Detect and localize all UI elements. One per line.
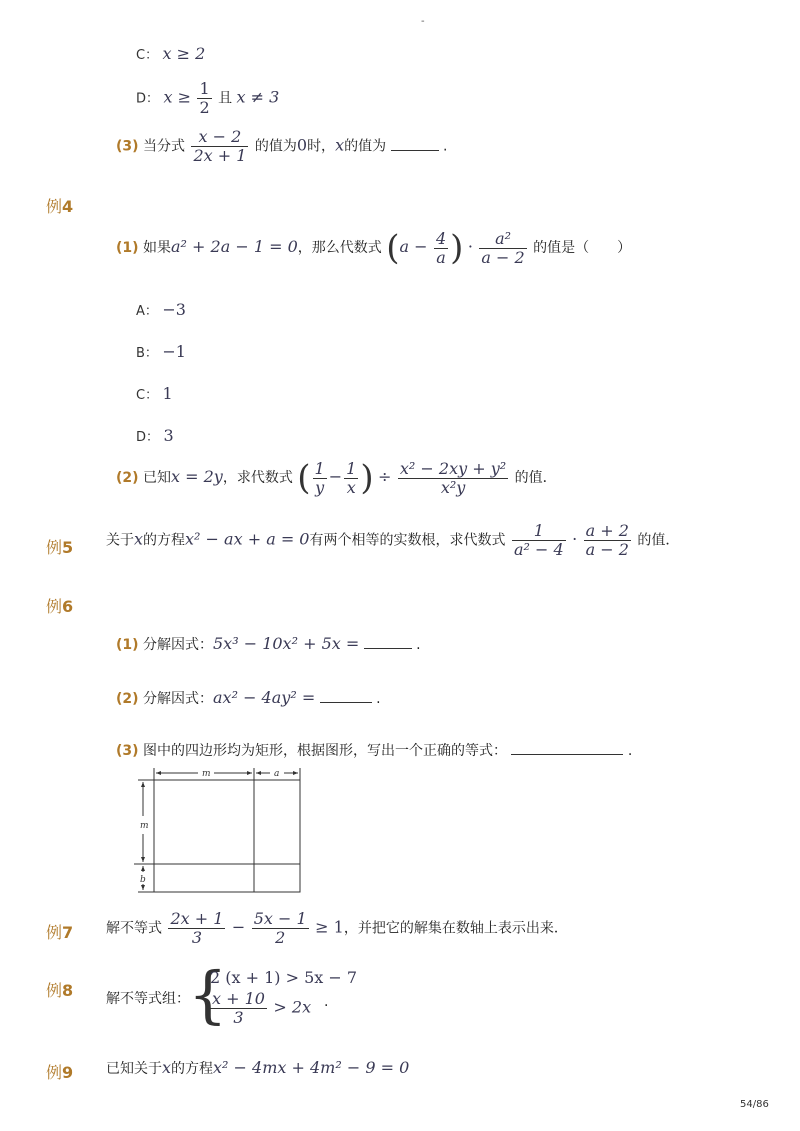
numerator: 4 — [435, 228, 447, 248]
option-math: x ≥ 2 — [162, 44, 206, 63]
denominator: a − 2 — [481, 247, 525, 267]
math: x — [162, 1058, 172, 1077]
text: 的值． — [637, 532, 680, 549]
label-a-top: a — [274, 769, 280, 779]
text: 解不等式组： — [106, 991, 190, 1007]
denominator: y — [313, 478, 327, 497]
example-word: 例 — [46, 538, 63, 557]
example-word: 例 — [46, 597, 63, 616]
fraction — [398, 460, 508, 497]
numerator: x² − 2xy + y² — [399, 458, 507, 478]
denominator: a — [434, 248, 448, 267]
page-number: 54/86 — [740, 1099, 769, 1110]
text: 图中的四边形均为矩形，根据图形，写出一个正确的等式： — [143, 743, 507, 759]
question-number: (1) — [116, 240, 139, 256]
math: x² − ax + a = 0 — [185, 529, 310, 549]
option-value: 1 — [162, 384, 173, 403]
denominator: a − 2 — [585, 540, 629, 559]
numerator: x − 2 — [198, 127, 242, 146]
example-label — [46, 920, 73, 943]
question-2 — [116, 458, 557, 498]
example-9-text — [106, 1058, 409, 1078]
denominator: 2x + 1 — [193, 146, 247, 165]
math: x² − 4mx + 4m² − 9 = 0 — [213, 1058, 410, 1077]
example-number: 4 — [62, 197, 74, 216]
example-number: 9 — [62, 1063, 74, 1082]
numerator: a² — [495, 228, 512, 248]
fraction — [168, 910, 225, 947]
numerator: 5x − 1 — [253, 909, 307, 928]
math: x = 2y — [171, 467, 223, 486]
text: 的值． — [514, 470, 557, 486]
numerator: 2x + 1 — [170, 909, 224, 928]
question-3 — [116, 740, 632, 760]
denominator: a² − 4 — [513, 540, 564, 559]
math: − — [231, 917, 246, 937]
option-letter: C： — [136, 388, 159, 403]
question-2 — [116, 688, 381, 708]
text: 如果 — [143, 240, 171, 256]
numerator: 1 — [346, 458, 357, 478]
text: 已知关于 — [106, 1061, 162, 1077]
math: x — [335, 135, 345, 155]
denominator: 3 — [210, 1008, 267, 1027]
math: ax² − 4ay² = — [213, 688, 316, 707]
answer-blank[interactable] — [320, 688, 372, 703]
math: ÷ — [378, 467, 392, 486]
option-d — [136, 426, 174, 445]
fraction — [512, 522, 566, 559]
option-value: 3 — [163, 426, 174, 445]
text: 的方程 — [171, 1061, 214, 1077]
fraction — [197, 80, 211, 117]
inequality-line-1: 2 (x + 1) > 5x − 7 — [210, 968, 358, 987]
denominator: x — [344, 478, 358, 497]
right-paren: ) — [360, 458, 374, 498]
option-letter: B： — [136, 346, 158, 361]
example-number: 5 — [62, 538, 74, 557]
question-number: (2) — [116, 470, 139, 486]
text: . — [416, 637, 421, 653]
example-label — [46, 535, 73, 558]
example-word: 例 — [46, 923, 63, 942]
example-word: 例 — [46, 981, 63, 1000]
text: 的值是（ ） — [533, 240, 632, 256]
fraction — [434, 230, 448, 267]
example-5-text — [106, 522, 679, 559]
text: 的值为 — [254, 138, 297, 155]
denominator: x²y — [398, 478, 508, 497]
denominator: 2 — [199, 98, 210, 117]
example-number: 8 — [62, 981, 74, 1000]
text: . — [627, 743, 633, 759]
header-mark: - — [421, 16, 425, 27]
text: . — [376, 691, 381, 707]
question-3 — [116, 128, 447, 165]
answer-blank[interactable] — [511, 740, 623, 755]
option-b — [136, 342, 186, 361]
numerator: x + 10 — [212, 989, 265, 1008]
math: 0 — [296, 135, 308, 155]
fraction — [252, 910, 309, 947]
question-number: (3) — [116, 138, 139, 155]
text: 且 — [218, 90, 233, 107]
text: 的方程 — [143, 532, 186, 549]
left-paren: ( — [386, 228, 400, 268]
example-label — [46, 594, 73, 617]
text: 当分式 — [143, 138, 185, 155]
label-b-left: b — [140, 875, 146, 885]
fraction — [313, 460, 327, 497]
example-8-text — [106, 988, 190, 1008]
math: 5x³ − 10x² + 5x = — [213, 634, 360, 653]
text: 已知 — [143, 470, 171, 486]
example-label — [46, 194, 73, 217]
text: 解不等式 — [106, 920, 162, 937]
fraction — [479, 230, 526, 267]
option-value: −1 — [162, 342, 186, 361]
answer-blank[interactable] — [364, 634, 412, 649]
example-label — [46, 1060, 73, 1083]
option-c — [136, 44, 205, 63]
fraction — [210, 990, 267, 1027]
example-label — [46, 978, 73, 1001]
numerator: 1 — [533, 521, 544, 540]
fraction — [191, 128, 248, 165]
denominator: 2 — [252, 928, 309, 947]
numerator: a + 2 — [585, 521, 629, 540]
denominator: 3 — [168, 928, 225, 947]
inequality-line-2 — [208, 990, 311, 1027]
math: a² + 2a − 1 = 0 — [171, 237, 298, 256]
label-m-top: m — [202, 769, 211, 779]
text: 分解因式： — [143, 637, 213, 653]
text: . — [443, 138, 448, 155]
fraction — [584, 522, 631, 559]
math: a − — [399, 237, 428, 256]
question-number: (2) — [116, 691, 139, 707]
option-math: x ≥ — [163, 87, 191, 107]
option-math: x ≠ 3 — [236, 87, 280, 107]
text: . — [324, 994, 329, 1010]
math: > 2x — [273, 997, 312, 1017]
option-letter: A： — [136, 304, 158, 319]
label-m-left: m — [140, 821, 149, 831]
option-a — [136, 300, 186, 319]
text: ，并把它的解集在数轴上表示出来． — [343, 920, 568, 937]
option-c — [136, 384, 173, 403]
left-brace: { — [188, 958, 228, 1031]
fraction — [344, 460, 358, 497]
question-number: (1) — [116, 637, 139, 653]
answer-blank[interactable] — [391, 136, 439, 151]
text: 时， — [307, 138, 336, 155]
numerator: 1 — [199, 79, 210, 98]
math: · — [572, 529, 578, 549]
example-word: 例 — [46, 197, 63, 216]
rectangle-figure — [134, 764, 306, 896]
text: ，那么代数式 — [297, 240, 382, 256]
numerator: 1 — [314, 458, 325, 478]
option-letter: D： — [136, 91, 160, 107]
text: 有两个相等的实数根，求代数式 — [309, 532, 506, 549]
question-number: (3) — [116, 743, 139, 759]
right-paren: ) — [450, 228, 464, 268]
option-letter: C： — [136, 48, 159, 63]
question-1 — [116, 228, 631, 268]
math: ≥ 1 — [315, 917, 344, 937]
question-1 — [116, 634, 421, 654]
math: x — [134, 529, 144, 549]
math: − — [328, 467, 343, 486]
text: 关于 — [106, 532, 134, 549]
option-letter: D： — [136, 430, 160, 445]
text: ，求代数式 — [222, 470, 293, 486]
example-number: 7 — [62, 923, 74, 942]
example-7-text — [106, 910, 568, 947]
option-value: −3 — [162, 300, 186, 319]
math: · — [467, 237, 473, 256]
text: 分解因式： — [143, 691, 213, 707]
text: 的值为 — [344, 138, 387, 155]
left-paren: ( — [297, 458, 311, 498]
example-number: 6 — [62, 597, 74, 616]
example-word: 例 — [46, 1063, 63, 1082]
option-d — [136, 80, 279, 117]
